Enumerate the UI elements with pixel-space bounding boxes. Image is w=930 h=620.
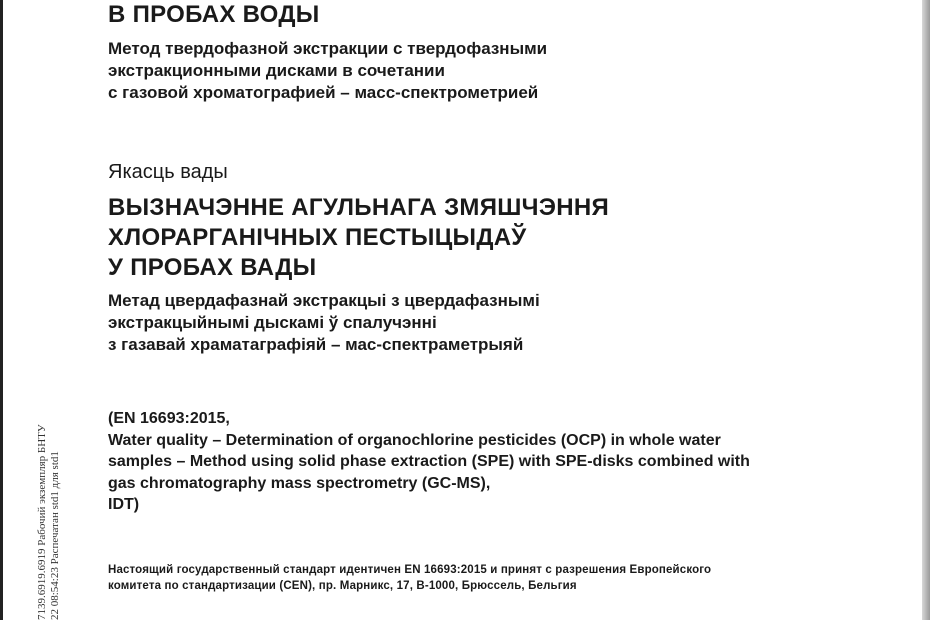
side-print-stamp bbox=[36, 320, 62, 620]
note-line: Настоящий государственный стандарт идентичен EN 16693:2015 и принят с разрешения Европейского bbox=[108, 564, 712, 576]
by-title-line: ХЛОРАРГАНІЧНЫХ ПЕСТЫЦЫДАЎ bbox=[108, 224, 527, 251]
en-title-line: gas chromatography mass spectrometry (GC-MS), bbox=[108, 474, 491, 492]
by-title bbox=[108, 193, 609, 283]
by-title-line: У ПРОБАХ ВАДЫ bbox=[108, 254, 317, 281]
en-title-line: IDT) bbox=[108, 496, 140, 513]
ru-subtitle-line: с газовой хроматографией – масс-спектрометрией bbox=[108, 83, 539, 102]
identity-note bbox=[108, 562, 711, 594]
by-subtitle-line: з газавай храматаграфіяй – мас-спектраметрыяй bbox=[108, 335, 524, 354]
en-title-line: (EN 16693:2015, bbox=[108, 410, 230, 427]
en-title-line: Water quality – Determination of organochlorine pesticides (OCP) in whole water bbox=[108, 431, 721, 449]
ru-title-line: В ПРОБАХ ВОДЫ bbox=[108, 1, 320, 28]
page-edge-shadow bbox=[922, 0, 930, 620]
en-title-line: samples – Method using solid phase extraction (SPE) with SPE-disks combined with bbox=[108, 453, 750, 470]
by-section-label bbox=[108, 160, 228, 184]
by-title-line: ВЫЗНАЧЭННЕ АГУЛЬНАГА ЗМЯШЧЭННЯ bbox=[108, 194, 610, 221]
ru-subtitle-line: Метод твердофазной экстракции с твердофазными bbox=[108, 39, 548, 58]
by-subtitle-line: экстракцыйнымі дыскамі ў спалучэнні bbox=[108, 313, 437, 332]
ru-subtitle bbox=[108, 38, 547, 104]
ru-title bbox=[108, 0, 320, 30]
side-stamp-line: 7139.6919.6919 Рабочий экземпляр БНТУ bbox=[36, 424, 48, 620]
ru-subtitle-line: экстракционными дисками в сочетании bbox=[108, 61, 445, 80]
en-title-block bbox=[108, 408, 750, 516]
side-stamp-line: 22 08:54:23 Распечатан std1 для std1 bbox=[49, 451, 61, 620]
note-line: комитета по стандартизации (CEN), пр. Марникс, 17, B-1000, Брюссель, Бельгия bbox=[108, 580, 577, 592]
by-label-text: Якасць вады bbox=[108, 161, 228, 183]
by-subtitle bbox=[108, 290, 540, 356]
by-subtitle-line: Метад цвердафазнай экстракцыі з цвердафазнымі bbox=[108, 291, 540, 310]
